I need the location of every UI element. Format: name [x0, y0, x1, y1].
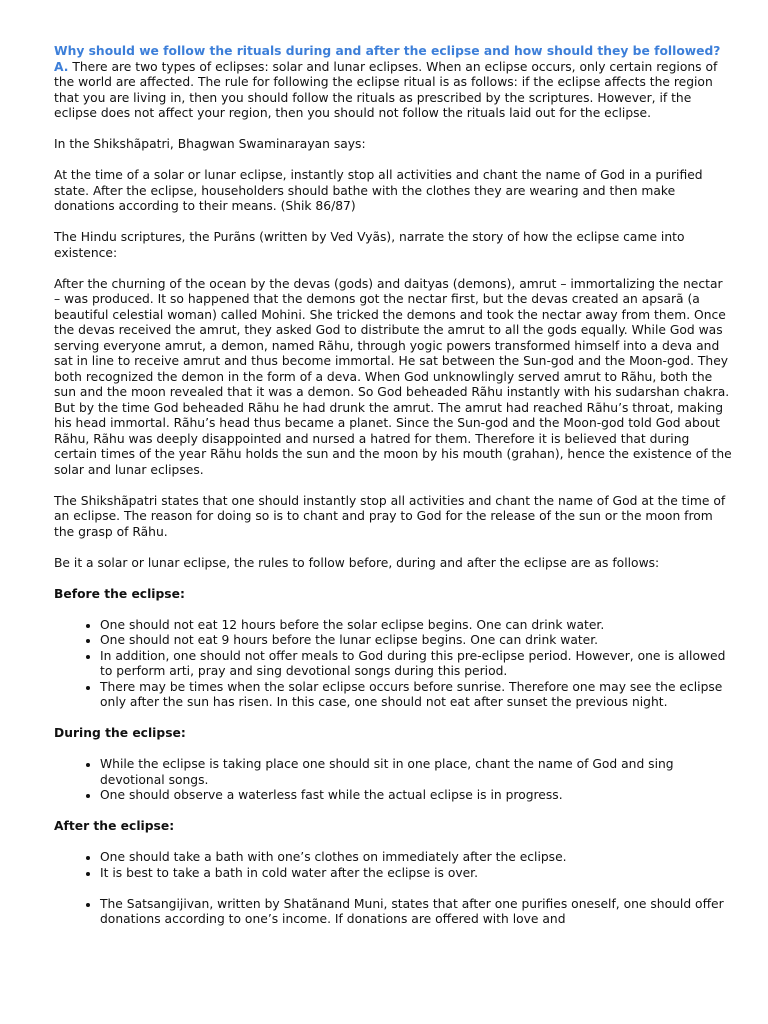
- list-item: • One should observe a waterless fast while the actual eclipse is in progress.: [100, 788, 732, 804]
- during-eclipse-list: [54, 757, 732, 804]
- list-item: • While the eclipse is taking place one should sit in one place, chant the name of God and sing devotional songs.: [100, 757, 732, 788]
- paragraph-rules-intro: Be it a solar or lunar eclipse, the rules to follow before, during and after the eclipse are as follows:: [54, 555, 660, 570]
- list-item: • One should take a bath with one’s clothes on immediately after the eclipse.: [100, 850, 732, 866]
- list-item: • It is best to take a bath in cold water after the eclipse is over.: [100, 866, 732, 882]
- list-item: • The Satsangijivan, written by Shatãnand Muni, states that after one purifies oneself, one should offer donations according to one’s income. If donations are offered with love and: [100, 897, 732, 928]
- list-item: • In addition, one should not offer meals to God during this pre-eclipse period. However, one is allowed to perform arti, pray and sing devotional songs during this period.: [100, 649, 732, 680]
- before-eclipse-heading: Before the eclipse:: [54, 586, 185, 601]
- during-eclipse-heading: During the eclipse:: [54, 726, 186, 740]
- paragraph-shikshapatri-quote: At the time of a solar or lunar eclipse, instantly stop all activities and chant the name of God in a purified state. After the eclipse, householders should bathe with the clothes they are wearing and then make donations according to their means. (Shik 86/87): [54, 168, 703, 213]
- paragraph-purans-intro: The Hindu scriptures, the Purãns (written by Ved Vyãs), narrate the story of how the eclipse came into existence:: [54, 230, 685, 260]
- answer-text: There are two types of eclipses: solar and lunar eclipses. When an eclipse occurs, only certain regions of the world are affected. The rule for following the eclipse ritual is as follows: if the eclipse affects the region that you are living in, then you should follow the rituals as prescribed by the scriptures. However, if the eclipse does not affect your region, then you should not follow the rituals laid out for the eclipse.: [54, 59, 718, 120]
- before-eclipse-list: [54, 618, 732, 711]
- paragraph-story: After the churning of the ocean by the devas (gods) and daityas (demons), amrut – immortalizing the nectar – was produced. It so happened that the demons got the nectar first, but the devas created an apsarã (a beautiful celestial woman) called Mohini. She tricked the demons and took the nectar away from them. Once the devas received the amrut, they asked God to distribute the amrut to all the gods equally. While God was serving everyone amrut, a demon, named Rãhu, through yogic powers transformed himself into a deva and sat in line to receive amrut and thus become immortal. He sat between the Sun-god and the Moon-god. They both recognized the demon in the form of a deva. When God unknowlingly served amrut to Rãhu, both the sun and the moon revealed that it was a demon. So God beheaded Rãhu instantly with his sudarshan chakra. But by the time God beheaded Rãhu he had drunk the amrut. The amrut had reached Rãhu’s throat, making his head immortal. Rãhu’s head thus became a planet. Since the Sun-god and the Moon-god told God about Rãhu, Rãhu was deeply disappointed and nursed a hatred for them. Therefore it is believed that during certain times of the year Rãhu holds the sun and the moon by his mouth (grahan), hence the existence of the solar and lunar eclipses.: [54, 276, 732, 477]
- paragraph-reason: The Shikshãpatri states that one should instantly stop all activities and chant the name of God at the time of an eclipse. The reason for doing so is to chant and pray to God for the release of the sun or the moon from the grasp of Rãhu.: [54, 493, 726, 539]
- list-item: • One should not eat 12 hours before the solar eclipse begins. One can drink water.: [100, 618, 732, 634]
- donation-list: [54, 897, 732, 928]
- answer-label: A.: [54, 59, 69, 74]
- answer-paragraph: [54, 60, 732, 122]
- list-item: • There may be times when the solar eclipse occurs before sunrise. Therefore one may see the eclipse only after the sun has risen. In this case, one should not eat after sunset the previous night.: [100, 680, 732, 711]
- question-heading: Why should we follow the rituals during and after the eclipse and how should they be followed?: [54, 44, 721, 58]
- list-item: • One should not eat 9 hours before the lunar eclipse begins. One can drink water.: [100, 633, 732, 649]
- after-eclipse-list: [54, 850, 732, 881]
- paragraph-shikshapatri-intro: In the Shikshãpatri, Bhagwan Swaminarayan says:: [54, 137, 366, 151]
- after-eclipse-heading: After the eclipse:: [54, 819, 175, 833]
